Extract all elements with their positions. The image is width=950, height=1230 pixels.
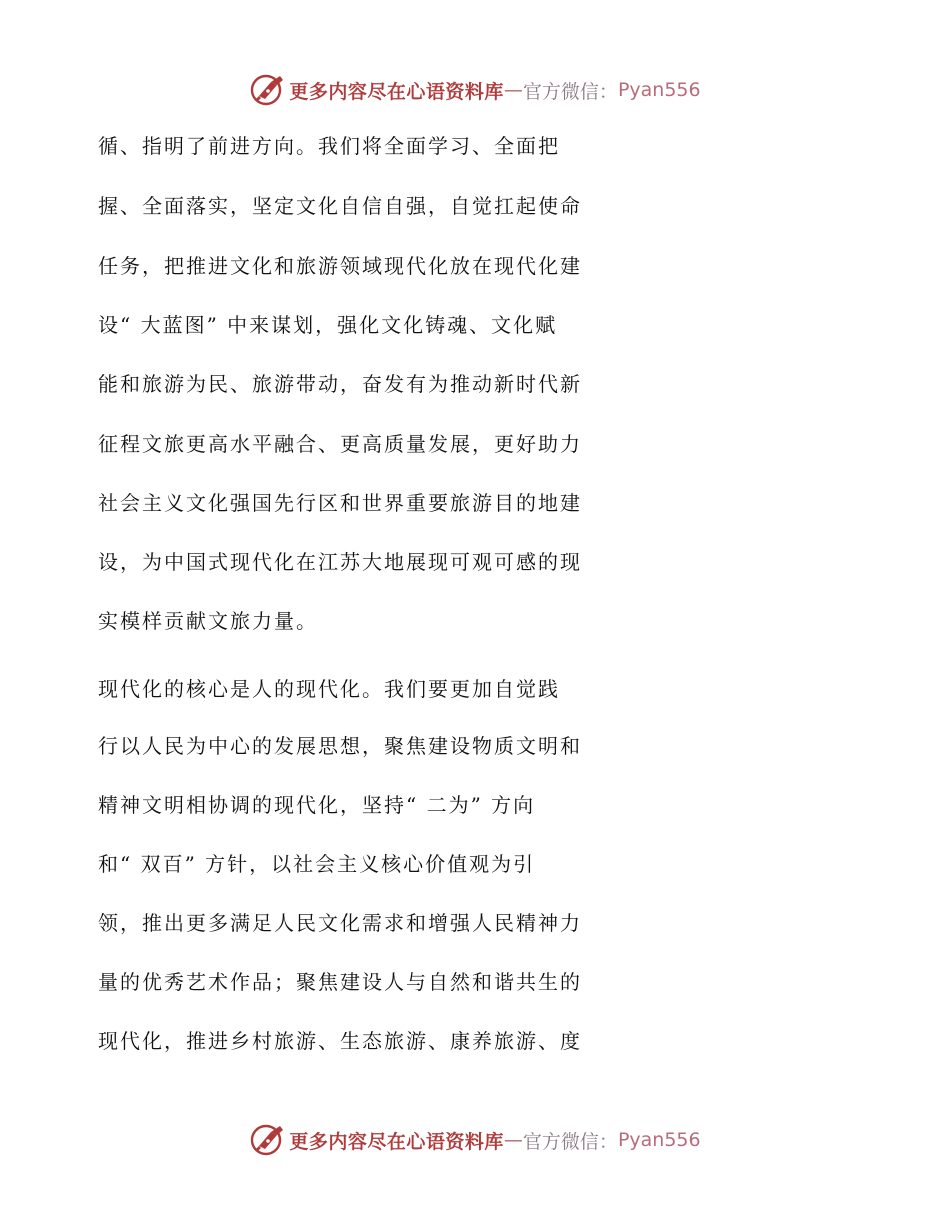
banner-wechat-label: 官方微信： xyxy=(522,80,618,103)
footer-watermark-banner xyxy=(0,1120,950,1160)
body-line: 社会主义文化强国先行区和世界重要旅游目的地建 xyxy=(98,491,582,515)
body-line: 现代化，推进乡村旅游、生态旅游、康养旅游、度 xyxy=(98,1029,582,1053)
body-line: 行以人民为中心的发展思想，聚焦建设物质文明和 xyxy=(98,734,582,758)
body-line: 握、全面落实，坚定文化自信自强，自觉扛起使命 xyxy=(98,194,582,218)
banner-brand-text: 更多内容尽在心语资料库 xyxy=(289,1130,504,1153)
banner-dash: — xyxy=(503,79,523,101)
body-line: 任务，把推进文化和旅游领域现代化放在现代化建 xyxy=(98,254,582,278)
body-line: 设，为中国式现代化在江苏大地展现可观可感的现 xyxy=(98,550,582,574)
header-watermark-banner xyxy=(0,70,950,110)
banner-wechat-label: 官方微信： xyxy=(522,1130,618,1153)
body-line: 征程文旅更高水平融合、更高质量发展，更好助力 xyxy=(98,432,582,456)
body-line: 实模样贡献文旅力量。 xyxy=(98,609,318,633)
body-line: 循、指明了前进方向。我们将全面学习、全面把 xyxy=(98,134,560,158)
body-line: 设“ 大蓝图” 中来谋划，强化文化铸魂、文化赋 xyxy=(98,313,558,337)
body-line: 现代化的核心是人的现代化。我们要更加自觉践 xyxy=(98,677,560,701)
body-line: 领，推出更多满足人民文化需求和增强人民精神力 xyxy=(98,911,582,935)
body-line: 量的优秀艺术作品；聚焦建设人与自然和谐共生的 xyxy=(98,970,582,994)
banner-dash: — xyxy=(503,1129,523,1151)
banner-wechat-id: Pyan556 xyxy=(617,1129,701,1151)
body-line: 和“ 双百” 方针，以社会主义核心价值观为引 xyxy=(98,852,536,876)
banner-brand-text: 更多内容尽在心语资料库 xyxy=(289,80,504,103)
body-line: 能和旅游为民、旅游带动，奋发有为推动新时代新 xyxy=(98,372,582,396)
pen-nib-circle-logo-icon xyxy=(249,72,287,108)
banner-wechat-id: Pyan556 xyxy=(617,79,701,101)
body-line: 精神文明相协调的现代化，坚持“ 二为” 方向 xyxy=(98,793,536,817)
pen-nib-circle-logo-icon xyxy=(249,1122,287,1158)
